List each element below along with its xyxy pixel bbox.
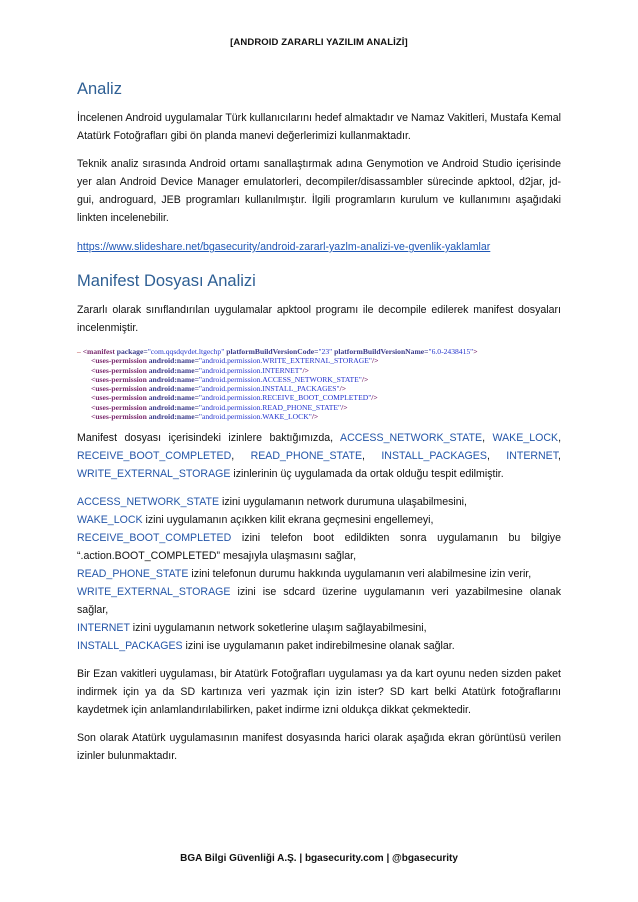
- paragraph-ezan-question: Bir Ezan vakitleri uygulaması, bir Atatürk Fotoğrafları uygulaması ya da kart oyunu neden sizden paket indirmek için ya da SD kartınıza veri yazmak için izin ister? SD kart belki Atatürk fotoğraflarını kaydetmek için anlamlandırılabilirken, paket indirme izni oldukça dikkat çekmektedir.: [77, 668, 561, 716]
- uses-permission-line: <uses-permission android:name="android.permission.ACCESS_NETWORK_STATE"/>: [91, 374, 369, 384]
- permission-description: READ_PHONE_STATE izini telefonun durumu hakkında uygulamanın veri alabilmesine izin verir,: [77, 568, 532, 580]
- permission-description: RECEIVE_BOOT_COMPLETED izini telefon boot edildikten sonra uygulamanın bu bilgiye “.action.BOOT_COMPLETED” mesajıyla ulaşmasını sağlar,: [77, 532, 561, 562]
- uses-permission-line: <uses-permission android:name="android.permission.WAKE_LOCK"/>: [91, 412, 319, 422]
- section-heading-analiz: Analiz: [77, 80, 122, 98]
- permission-descriptions: [77, 493, 561, 655]
- uses-permission-line: <uses-permission android:name="android.permission.READ_PHONE_STATE"/>: [91, 402, 348, 412]
- page-footer: BGA Bilgi Güvenliği A.Ş. | bgasecurity.com | @bgasecurity: [180, 853, 458, 864]
- paragraph-final-note: Son olarak Atatürk uygulamasının manifest dosyasında harici olarak aşağıda ekran görüntüsü verilen izinler bulunmaktadır.: [77, 732, 561, 762]
- paragraph-permissions-summary: Manifest dosyası içerisindeki izinlere baktığımızda, ACCESS_NETWORK_STATE, WAKE_LOCK, RECEIVE_BOOT_COMPLETED, READ_PHONE_STATE, INSTALL_PACKAGES, INTERNET, WRITE_EXTERNAL_STORAGE izinlerinin üç uygulamada da ortak olduğu tespit edilmiştir.: [77, 432, 562, 480]
- permission-description: INTERNET izini uygulamanın network soketlerine ulaşım sağlayabilmesini,: [77, 622, 427, 634]
- section-heading-manifest: Manifest Dosyası Analizi: [77, 272, 256, 290]
- slideshare-link[interactable]: https://www.slideshare.net/bgasecurity/android-zararl-yazlm-analizi-ve-gvenlik-yaklamlar: [77, 241, 491, 253]
- uses-permission-line: <uses-permission android:name="android.permission.RECEIVE_BOOT_COMPLETED"/>: [91, 393, 378, 403]
- permission-description: ACCESS_NETWORK_STATE izini uygulamanın network durumuna ulaşabilmesini,: [77, 496, 467, 508]
- page-header: [ANDROID ZARARLI YAZILIM ANALİZİ]: [230, 37, 408, 48]
- manifest-line: – <manifest package="com.qqsdqvdet.ltgechp" platformBuildVersionCode="23" platformBuildVersionName="6.0-2438415">: [77, 347, 478, 356]
- paragraph-analiz-intro: İncelenen Android uygulamalar Türk kullanıcılarını hedef almaktadır ve Namaz Vakitleri, Mustafa Kemal Atatürk Fotoğrafları gibi ön planda manevi değerlerimizi kullanmaktadır.: [77, 112, 561, 142]
- paragraph-technical-analysis: Teknik analiz sırasında Android ortamı sanallaştırmak adına Genymotion ve Android Studio içerisinde yer alan Android Device Manager emulatorleri, decompiler/disassambler sürecinde apktool, d2jar, jd-gui, androguard, JEB programları kullanılmıştır. İlgili programların kurulum ve kullanımını aşağıdaki linkten incelenebilir.: [77, 158, 561, 224]
- permission-description: WRITE_EXTERNAL_STORAGE izini ise sdcard üzerine uygulamanın veri yazabilmesine olanak sağlar,: [77, 586, 561, 616]
- permission-description: WAKE_LOCK izini uygulamanın açıkken kilit ekrana geçmesini engellemeyi,: [77, 514, 434, 526]
- uses-permission-line: <uses-permission android:name="android.permission.INSTALL_PACKAGES"/>: [91, 384, 347, 394]
- manifest-code-screenshot: [77, 347, 547, 423]
- uses-permission-line: <uses-permission android:name="android.permission.INTERNET"/>: [91, 365, 309, 375]
- uses-permission-line: <uses-permission android:name="android.permission.WRITE_EXTERNAL_STORAGE"/>: [91, 356, 379, 366]
- permission-description: INSTALL_PACKAGES izini ise uygulamanın paket indirebilmesine olanak sağlar.: [77, 640, 455, 652]
- page-content: [77, 78, 561, 765]
- paragraph-manifest-intro: Zararlı olarak sınıflandırılan uygulamalar apktool programı ile decompile edilerek manifest dosyaları incelenmiştir.: [77, 304, 561, 334]
